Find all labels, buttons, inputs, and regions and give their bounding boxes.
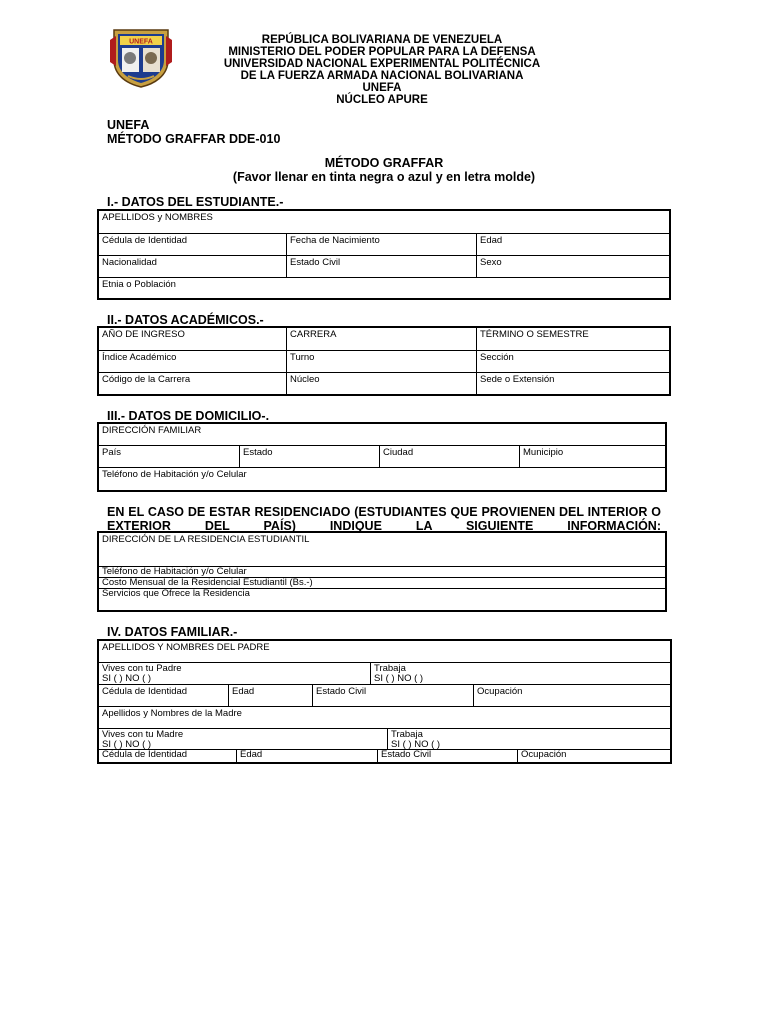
field-edad[interactable] bbox=[477, 234, 669, 256]
field-label: APELLIDOS y NOMBRES bbox=[102, 212, 213, 223]
field-telefono-residencia[interactable] bbox=[99, 567, 665, 578]
field-label: Apellidos y Nombres de la Madre bbox=[102, 708, 242, 719]
domicile-data-form bbox=[97, 422, 667, 492]
field-turno[interactable] bbox=[287, 351, 477, 373]
field-label: DIRECCIÓN DE LA RESIDENCIA ESTUDIANTIL bbox=[102, 534, 310, 545]
header-line: UNEFA bbox=[362, 82, 402, 94]
field-label: Trabaja bbox=[391, 729, 423, 740]
yes-no-options: SI ( ) NO ( ) bbox=[102, 673, 152, 684]
field-label: Municipio bbox=[523, 447, 564, 458]
field-ciudad[interactable] bbox=[380, 446, 520, 468]
field-label: APELLIDOS Y NOMBRES DEL PADRE bbox=[102, 642, 270, 653]
field-label: Edad bbox=[232, 686, 255, 697]
yes-no-options: SI ( ) NO ( ) bbox=[102, 739, 152, 750]
field-codigo-carrera[interactable] bbox=[99, 373, 287, 394]
field-carrera[interactable] bbox=[287, 328, 477, 351]
field-madre-nombres[interactable] bbox=[99, 707, 670, 729]
unefa-logo bbox=[108, 26, 174, 88]
field-label: Nacionalidad bbox=[102, 257, 157, 268]
field-padre-estado-civil[interactable] bbox=[313, 685, 474, 707]
field-termino[interactable] bbox=[477, 328, 669, 351]
field-madre-estado-civil[interactable] bbox=[378, 750, 518, 762]
field-label: Costo Mensual de la Residencial Estudiantil (Bs.-) bbox=[102, 578, 313, 588]
field-pais[interactable] bbox=[99, 446, 240, 468]
field-label: Edad bbox=[480, 235, 503, 246]
field-label: Cédula de Identidad bbox=[102, 750, 188, 760]
field-madre-cedula[interactable] bbox=[99, 750, 237, 762]
section-heading-domicile: III.- DATOS DE DOMICILIO-. bbox=[107, 409, 270, 423]
field-label: Edad bbox=[240, 750, 263, 760]
field-estado-civil[interactable] bbox=[287, 256, 477, 278]
section-heading-student: I.- DATOS DEL ESTUDIANTE.- bbox=[107, 195, 284, 209]
field-label: Teléfono de Habitación y/o Celular bbox=[102, 567, 247, 577]
field-label: TÉRMINO O SEMESTRE bbox=[480, 329, 589, 340]
field-vives-madre[interactable] bbox=[99, 729, 388, 750]
field-label: Sexo bbox=[480, 257, 502, 268]
field-label: Turno bbox=[290, 352, 315, 363]
doc-id-line2: MÉTODO GRAFFAR DDE-010 bbox=[107, 132, 281, 146]
field-etnia[interactable] bbox=[99, 278, 669, 298]
field-fecha-nacimiento[interactable] bbox=[287, 234, 477, 256]
doc-id-line1: UNEFA bbox=[107, 118, 150, 132]
field-direccion-familiar[interactable] bbox=[99, 424, 665, 446]
field-label: Estado Civil bbox=[316, 686, 367, 697]
field-anio-ingreso[interactable] bbox=[99, 328, 287, 351]
field-direccion-residencia[interactable] bbox=[99, 533, 665, 567]
header-line: NÚCLEO APURE bbox=[336, 94, 428, 106]
field-label: Servicios que Ofrece la Residencia bbox=[102, 589, 250, 599]
residence-data-form bbox=[97, 531, 667, 612]
field-sede[interactable] bbox=[477, 373, 669, 394]
yes-no-options: SI ( ) NO ( ) bbox=[391, 739, 441, 750]
field-estado[interactable] bbox=[240, 446, 380, 468]
field-municipio[interactable] bbox=[520, 446, 665, 468]
field-padre-nombres[interactable] bbox=[99, 641, 670, 663]
field-sexo[interactable] bbox=[477, 256, 669, 278]
field-nacionalidad[interactable] bbox=[99, 256, 287, 278]
field-label: DIRECCIÓN FAMILIAR bbox=[102, 425, 202, 436]
institution-header bbox=[200, 34, 564, 106]
page-subtitle: (Favor llenar en tinta negra o azul y en letra molde) bbox=[232, 170, 536, 184]
field-cedula[interactable] bbox=[99, 234, 287, 256]
family-data-form bbox=[97, 639, 672, 764]
field-label: Cédula de Identidad bbox=[102, 686, 188, 697]
field-servicios-residencia[interactable] bbox=[99, 589, 665, 610]
field-vives-padre[interactable] bbox=[99, 663, 371, 685]
field-indice[interactable] bbox=[99, 351, 287, 373]
section-heading-family: IV. DATOS FAMILIAR.- bbox=[107, 625, 238, 639]
field-madre-edad[interactable] bbox=[237, 750, 378, 762]
field-label: Estado bbox=[243, 447, 273, 458]
field-seccion[interactable] bbox=[477, 351, 669, 373]
field-label: Estado Civil bbox=[381, 750, 432, 760]
header-line: UNIVERSIDAD NACIONAL EXPERIMENTAL POLITÉCNICA bbox=[223, 58, 541, 70]
header-line: MINISTERIO DEL PODER POPULAR PARA LA DEFENSA bbox=[228, 46, 536, 58]
field-label: Ocupación bbox=[521, 750, 567, 760]
field-label: País bbox=[102, 447, 122, 458]
field-label: Vives con tu Madre bbox=[102, 729, 184, 740]
field-label: Estado Civil bbox=[290, 257, 341, 268]
field-label: Cédula de Identidad bbox=[102, 235, 188, 246]
svg-text:UNEFA: UNEFA bbox=[129, 38, 153, 46]
academic-data-form bbox=[97, 326, 671, 396]
section-heading-academic: II.- DATOS ACADÉMICOS.- bbox=[107, 313, 264, 327]
field-label: Ciudad bbox=[383, 447, 414, 458]
field-nucleo[interactable] bbox=[287, 373, 477, 394]
field-label: Núcleo bbox=[290, 374, 320, 385]
header-line: REPÚBLICA BOLIVARIANA DE VENEZUELA bbox=[261, 34, 503, 46]
header-line: DE LA FUERZA ARMADA NACIONAL BOLIVARIANA bbox=[240, 70, 524, 82]
field-padre-ocupacion[interactable] bbox=[474, 685, 670, 707]
field-label: CARRERA bbox=[290, 329, 337, 340]
field-telefono-habitacion[interactable] bbox=[99, 468, 665, 490]
field-label: Trabaja bbox=[374, 663, 406, 674]
page-title: MÉTODO GRAFFAR bbox=[324, 156, 444, 170]
field-label: Ocupación bbox=[477, 686, 523, 697]
field-label: Etnia o Población bbox=[102, 279, 176, 290]
field-label: Teléfono de Habitación y/o Celular bbox=[102, 469, 247, 480]
residence-instructions: EN EL CASO DE ESTAR RESIDENCIADO (ESTUDIANTES QUE PROVIENEN DEL INTERIOR O EXTERIOR DEL PAÍS) INDIQUE LA SIGUIENTE INFORMACIÓN: bbox=[107, 505, 661, 533]
field-madre-ocupacion[interactable] bbox=[518, 750, 670, 762]
field-label: AÑO DE INGRESO bbox=[102, 329, 185, 340]
field-label: Índice Académico bbox=[102, 352, 177, 363]
field-costo-mensual[interactable] bbox=[99, 578, 665, 589]
student-data-form bbox=[97, 209, 671, 300]
field-apellidos-nombres[interactable] bbox=[99, 211, 669, 234]
field-padre-edad[interactable] bbox=[229, 685, 313, 707]
yes-no-options: SI ( ) NO ( ) bbox=[374, 673, 424, 684]
field-label: Fecha de Nacimiento bbox=[290, 235, 380, 246]
document-id bbox=[107, 118, 280, 146]
field-padre-trabaja[interactable] bbox=[371, 663, 670, 685]
field-label: Sede o Extensión bbox=[480, 374, 555, 385]
field-madre-trabaja[interactable] bbox=[388, 729, 670, 750]
field-label: Código de la Carrera bbox=[102, 374, 191, 385]
field-label: Sección bbox=[480, 352, 514, 363]
field-label: Vives con tu Padre bbox=[102, 663, 182, 674]
field-padre-cedula[interactable] bbox=[99, 685, 229, 707]
